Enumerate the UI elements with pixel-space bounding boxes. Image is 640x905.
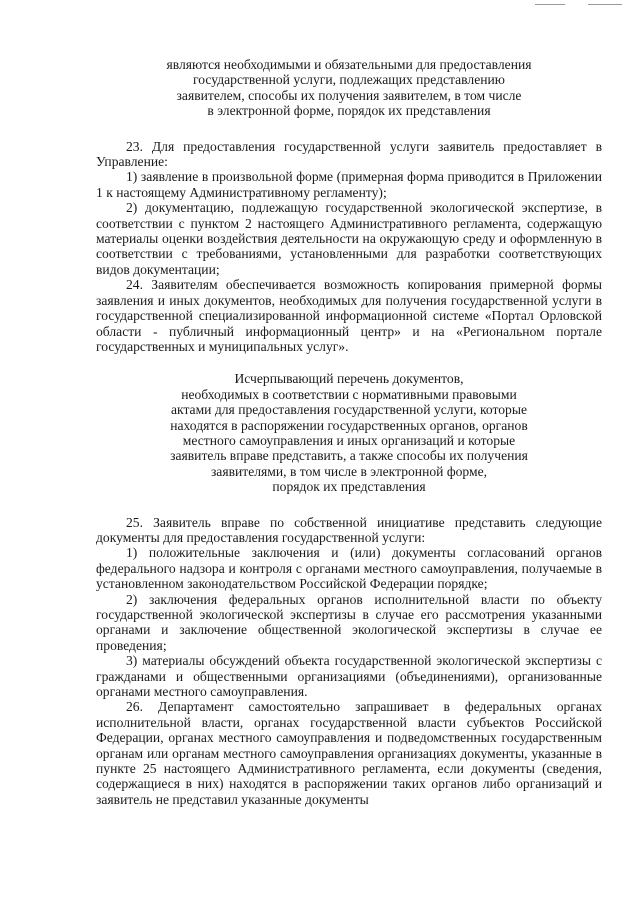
heading-line: порядок их представления — [272, 479, 426, 495]
heading-line: необходимых в соответствии с нормативными правовыми — [181, 386, 517, 402]
paragraph-25: 25. Заявитель вправе по собственной инициативе представить следующие документы для предоставления государственной услуги: — [96, 514, 602, 545]
paragraph-25-item-1: 1) положительные заключения и (или) документы согласований органов федерального надзора и контроля с органами местного самоуправления, получаемые в установленном законодательством Российской Федерации порядке; — [96, 545, 602, 592]
heading-line: заявителем, способы их получения заявителем, в том числе — [176, 87, 522, 103]
section-heading-optional-documents — [146, 371, 552, 494]
paragraph-26: 26. Департамент самостоятельно запрашивает в федеральных органах исполнительной власти, органах государственной власти субъектов Российской Федерации, органах местного самоуправления и подведомственных государственным органам или органам местного самоуправления организациях документы, указанные в пункте 25 настоящего Административного регламента, если документы (сведения, содержащиеся в них) находятся в распоряжении таких органов либо организаций и заявитель не представил указанные документы — [96, 699, 602, 807]
heading-line: в электронной форме, порядок их представления — [207, 103, 491, 119]
section-heading-required-documents — [136, 57, 562, 119]
scan-mark-left — [535, 4, 565, 5]
heading-line: актами для предоставления государственной услуги, которые — [170, 402, 528, 418]
heading-line: являются необходимыми и обязательными для предоставления — [166, 57, 532, 72]
document-page — [96, 57, 602, 807]
heading-line: Исчерпывающий перечень документов, — [234, 371, 464, 387]
heading-line: государственной услуги, подлежащих представлению — [193, 72, 505, 88]
paragraph-23-item-2: 2) документацию, подлежащую государственной экологической экспертизе, в соответствии с пунктом 2 настоящего Административного регламента, содержащую материалы оценки воздействия деятельности на окружающую среду и оформленную в соответствии с требованиями, установленными для разработки соответствующих видов документации; — [96, 200, 602, 277]
paragraph-23-item-1: 1) заявление в произвольной форме (примерная форма приводится в Приложении 1 к настоящему Административному регламенту); — [96, 169, 602, 200]
paragraph-25-item-3: 3) материалы обсуждений объекта государственной экологической экспертизы с гражданами и общественными организациями (объединениями), организованные органами местного самоуправления. — [96, 653, 602, 700]
heading-line: местного самоуправления и иных организаций и которые — [182, 432, 516, 448]
paragraph-23: 23. Для предоставления государственной услуги заявитель предоставляет в Управление: — [96, 138, 602, 170]
heading-line: находятся в распоряжении государственных органов, органов — [170, 417, 528, 433]
heading-line: заявитель вправе представить, а также способы их получения — [170, 448, 528, 464]
paragraph-24: 24. Заявителям обеспечивается возможность копирования примерной формы заявления и иных документов, необходимых для получения государственной услуги в государственной специализированной информационной системе «Портал Орловской области - публичный информационный центр» и на «Региональном портале государственных и муниципальных услуг». — [96, 277, 602, 354]
heading-line: заявителями, в том числе в электронной форме, — [210, 463, 488, 479]
scan-mark-right — [588, 4, 622, 5]
paragraph-25-item-2: 2) заключения федеральных органов исполнительной власти по объекту государственной экологической экспертизы в случае его рассмотрения указанными органами и заключение общественной экологической экспертизы в случае ее проведения; — [96, 591, 602, 653]
